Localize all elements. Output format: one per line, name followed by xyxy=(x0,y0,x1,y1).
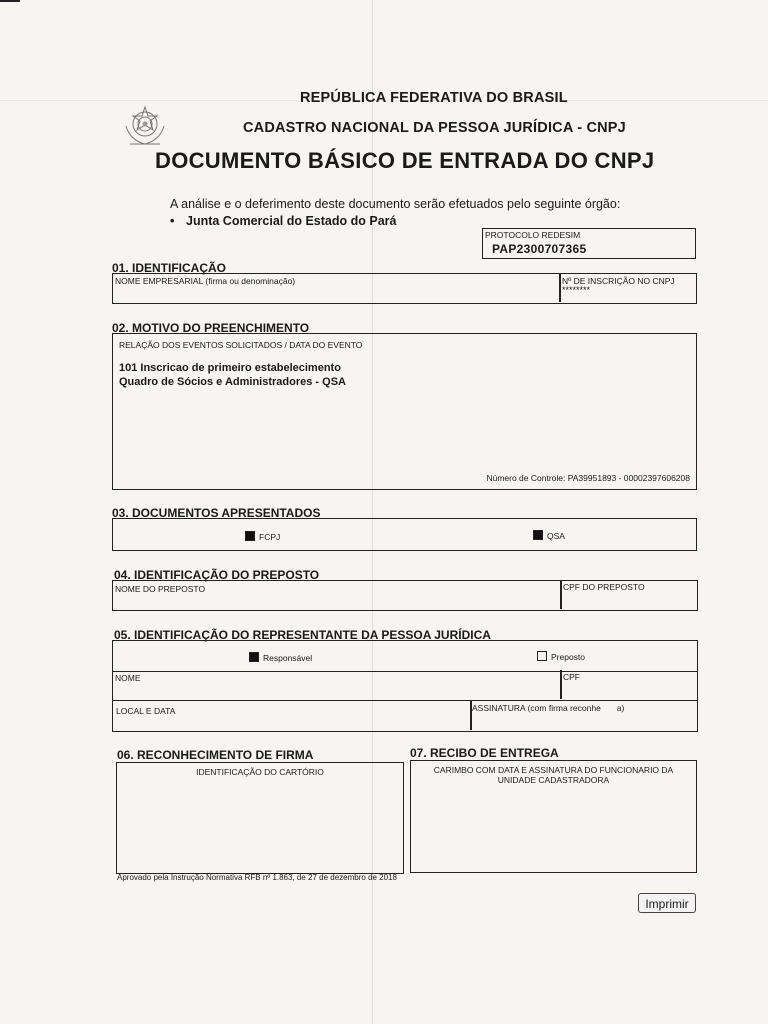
section-02-box xyxy=(112,333,697,490)
cnpj-label: Nº DE INSCRIÇÃO NO CNPJ xyxy=(562,276,675,286)
cpf-label: CPF xyxy=(563,672,580,682)
section-06-title: 06. RECONHECIMENTO DE FIRMA xyxy=(117,748,314,762)
cartorio-label: IDENTIFICAÇÃO DO CARTÓRIO xyxy=(196,767,324,777)
assinatura-label-tail: a) xyxy=(616,703,625,713)
protocolo-box xyxy=(482,228,696,259)
option-preposto xyxy=(537,651,585,662)
checkbox-responsavel[interactable] xyxy=(249,652,259,662)
doc-fcpj-label: FCPJ xyxy=(259,532,281,542)
page-title: DOCUMENTO BÁSICO DE ENTRADA DO CNPJ xyxy=(155,148,655,173)
section-05-divider xyxy=(560,670,562,699)
organ-item xyxy=(170,214,396,228)
doc-qsa-label: QSA xyxy=(547,531,565,541)
option-responsavel xyxy=(249,652,312,663)
nome-label: NOME xyxy=(115,673,141,683)
section-06-box xyxy=(116,762,404,874)
section-03-title: 03. DOCUMENTOS APRESENTADOS xyxy=(112,506,321,520)
redaction-mark xyxy=(600,680,630,696)
numero-controle: Número de Controle: PA39951893 - 00002397606208 xyxy=(486,473,690,483)
section-04-box xyxy=(112,580,698,611)
nome-empresarial-label: NOME EMPRESARIAL (firma ou denominação) xyxy=(115,276,296,286)
event-item-2: Quadro de Sócios e Administradores - QSA xyxy=(119,376,346,388)
protocolo-value: PAP2300707365 xyxy=(492,242,587,256)
checkbox-preposto[interactable] xyxy=(537,651,547,661)
header-republica: REPÚBLICA FEDERATIVA DO BRASIL xyxy=(300,90,568,106)
print-button[interactable]: Imprimir xyxy=(638,893,696,913)
event-item-1: 101 Inscricao de primeiro estabelecimento xyxy=(119,362,341,374)
checkbox-fcpj[interactable] xyxy=(245,531,255,541)
intro-text: A análise e o deferimento deste documento serão efetuados pelo seguinte órgão: xyxy=(170,197,621,211)
option-responsavel-label: Responsável xyxy=(263,653,313,663)
doc-qsa xyxy=(533,530,565,541)
section-04-divider xyxy=(560,581,562,609)
section-04-title: 04. IDENTIFICAÇÃO DO PREPOSTO xyxy=(114,568,320,582)
section-05-local-box xyxy=(112,700,698,732)
scan-corner-mark xyxy=(0,0,20,2)
eventos-label: RELAÇÃO DOS EVENTOS SOLICITADOS / DATA DO EVENTO xyxy=(119,340,363,350)
section-03-box xyxy=(112,518,697,551)
section-05-options-box xyxy=(112,640,698,672)
section-07-title: 07. RECIBO DE ENTREGA xyxy=(410,746,559,760)
section-05-title: 05. IDENTIFICAÇÃO DO REPRESENTANTE DA PESSOA JURÍDICA xyxy=(114,628,491,642)
assinatura-label xyxy=(472,703,624,713)
checkbox-qsa[interactable] xyxy=(533,530,543,540)
header-cadastro: CADASTRO NACIONAL DA PESSOA JURÍDICA - CNPJ xyxy=(243,120,626,136)
doc-fcpj xyxy=(245,531,280,542)
redaction-mark xyxy=(144,292,304,302)
section-02-title: 02. MOTIVO DO PREENCHIMENTO xyxy=(112,321,310,335)
brazil-coat-of-arms-icon xyxy=(120,104,170,150)
section-01-title: 01. IDENTIFICAÇÃO xyxy=(112,261,227,275)
section-07-box xyxy=(410,760,697,873)
redaction-mark xyxy=(118,684,278,698)
protocolo-label: PROTOCOLO REDESIM xyxy=(485,230,581,240)
local-data-label: LOCAL E DATA xyxy=(116,706,176,716)
cnpj-value: ******** xyxy=(562,285,591,295)
option-preposto-label: Preposto xyxy=(551,652,586,662)
cpf-preposto-label: CPF DO PREPOSTO xyxy=(563,582,645,592)
recibo-label-2: UNIDADE CADASTRADORA xyxy=(497,775,610,785)
instrucao-normativa-note: Aprovado pela Instrução Normativa RFB nº 1.863, de 27 de dezembro de 2018 xyxy=(117,873,397,882)
bullet-point: • xyxy=(170,214,175,228)
section-01-divider xyxy=(559,274,561,302)
recibo-label-1: CARIMBO COM DATA E ASSINATURA DO FUNCIONARIO DA xyxy=(433,765,674,775)
nome-preposto-label: NOME DO PREPOSTO xyxy=(115,584,206,594)
organ-name: Junta Comercial do Estado do Pará xyxy=(186,214,397,228)
assinatura-label-text: ASSINATURA (com firma reconhe xyxy=(472,703,601,713)
